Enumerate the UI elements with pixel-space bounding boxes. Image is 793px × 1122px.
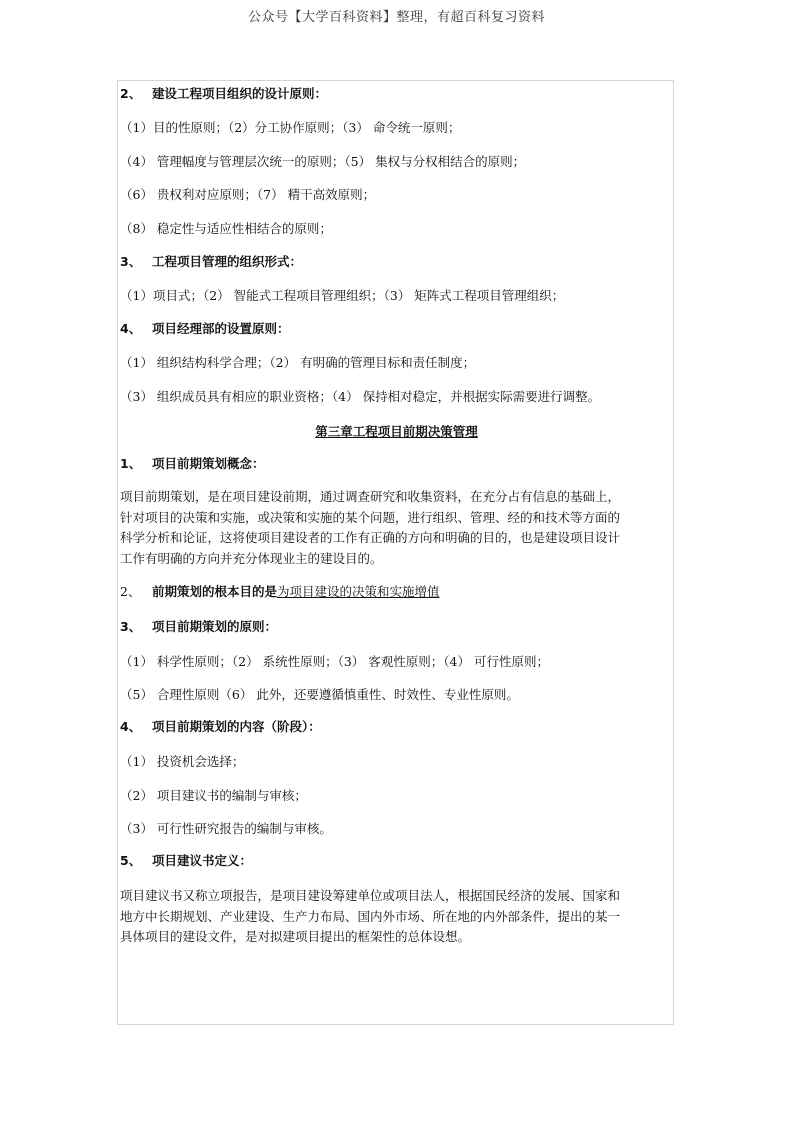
heading-proposal-definition — [120, 853, 252, 869]
text-line: （1） 科学性原则；（2） 系统性原则；（3） 客观性原则；（4） 可行性原则； — [120, 654, 549, 669]
paragraph-proposal-definition — [120, 886, 676, 948]
paragraph-planning-concept — [120, 487, 676, 569]
text-line: （5） 合理性原则（6） 此外，还要遵循慎重性、时效性、专业性原则。 — [120, 687, 519, 702]
heading-planning-principles — [120, 619, 277, 635]
heading-number: 5、 — [120, 853, 142, 868]
paragraph-line: 科学分析和论证，这将使项目建设者的工作有正确的方向和明确的目的，也是建设项目设计 — [120, 530, 621, 545]
paragraph-line: 项目建议书又称立项报告，是项目建设筹建单位或项目法人，根据国民经济的发展、国家和 — [120, 888, 621, 903]
paragraph-line: 工作有明确的方向并充分体现业主的建设目的。 — [120, 550, 383, 566]
text-line: （3） 可行性研究报告的编制与审核。 — [120, 821, 332, 836]
heading-number: 4、 — [120, 719, 142, 734]
heading-number: 2、 — [120, 584, 141, 599]
paragraph-line: 项目前期策划，是在项目建设前期，通过调查研究和收集资料，在充分占有信息的基础上， — [120, 489, 621, 504]
page-header: 公众号【大学百科资料】整理，有超百科复习资料 — [247, 10, 545, 25]
text-line: （6） 贵权利对应原则；（7） 精干高效原则； — [120, 187, 376, 202]
heading-text: 项目前期策划的内容（阶段）： — [152, 719, 321, 734]
heading-text: 工程项目管理的组织形式： — [152, 254, 303, 269]
heading-number: 1、 — [120, 456, 142, 471]
heading-text: 项目前期策划概念： — [152, 456, 265, 471]
chapter-title — [0, 424, 793, 440]
paragraph-line: 具体项目的建设文件，是对拟建项目提出的框架性的总体设想。 — [120, 929, 471, 944]
text-line: （3） 组织成员具有相应的职业资格；（4） 保持相对稳定，并根据实际需要进行调整。 — [120, 389, 601, 404]
heading-org-design-principles — [120, 86, 327, 102]
heading-text: 项目经理部的设置原则： — [152, 321, 290, 336]
heading-number: 3、 — [120, 254, 142, 269]
heading-org-forms — [120, 254, 302, 270]
paragraph-line: 针对项目的决策和实施，或决策和实施的某个问题，进行组织、管理、经的和技术等方面的 — [120, 509, 621, 525]
heading-text: 项目前期策划的原则： — [152, 619, 278, 634]
heading-planning-content — [120, 719, 321, 735]
text-line: （8） 稳定性与适应性相结合的原则； — [120, 221, 332, 236]
text-line: （4） 管理幅度与管理层次统一的原则；（5） 集权与分权相结合的原则； — [120, 154, 526, 169]
goal-answer: 为项目建设的决策和实施增值 — [277, 584, 440, 599]
heading-text: 前期策划的根本目的是 — [152, 584, 278, 599]
text-line: （1） 组织结构科学合理；（2） 有明确的管理目标和责任制度； — [120, 355, 476, 370]
heading-number: 3、 — [120, 619, 142, 634]
heading-number: 2、 — [120, 86, 142, 101]
text-line: （1）项目式；（2） 智能式工程项目管理组织；（3） 矩阵式工程项目管理组织； — [120, 288, 565, 303]
heading-number: 4、 — [120, 321, 142, 336]
text-line: （2） 项目建议书的编制与审核； — [120, 788, 307, 803]
heading-planning-concept — [120, 456, 265, 472]
heading-planning-goal — [120, 584, 440, 600]
text-line: （1） 投资机会选择； — [120, 754, 245, 769]
heading-text: 项目建议书定义： — [152, 853, 253, 868]
text-line: （1）目的性原则；（2）分工协作原则；（3） 命令统一原则； — [120, 120, 461, 135]
heading-dept-setup — [120, 321, 290, 337]
paragraph-line: 地方中长期规划、产业建设、生产力布局、国内外市场、所在地的内外部条件，提出的某一 — [120, 908, 621, 924]
chapter-title-text: 第三章工程项目前期决策管理 — [315, 424, 478, 439]
heading-text: 建设工程项目组织的设计原则： — [152, 86, 328, 101]
